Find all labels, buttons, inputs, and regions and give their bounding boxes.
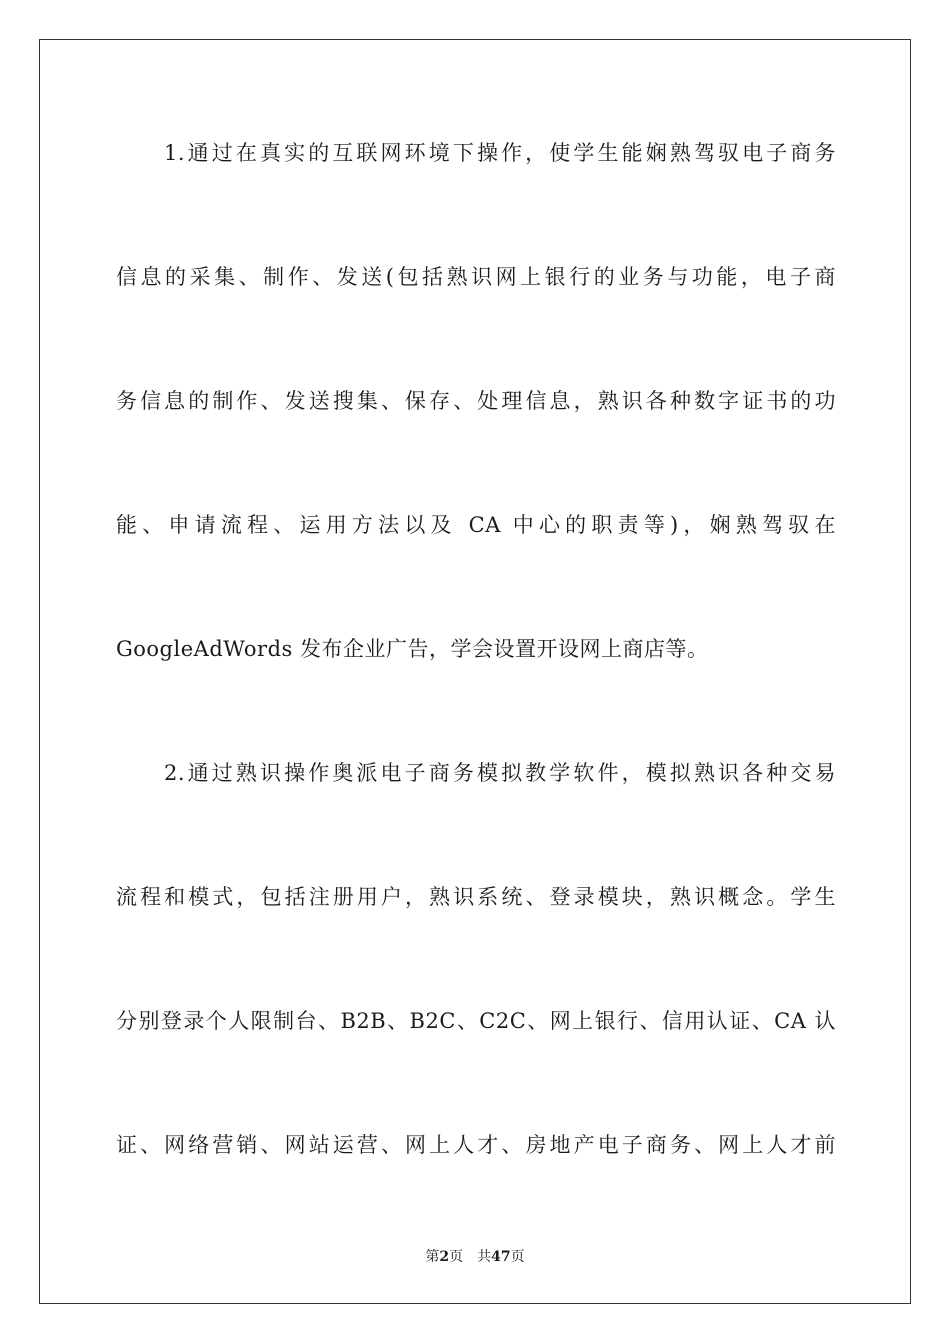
paragraph-1-line-3: 务信息的制作、发送搜集、保存、处理信息，熟识各种数字证书的功	[116, 389, 836, 413]
paragraph-1-line-2: 信息的采集、制作、发送(包括熟识网上银行的业务与功能，电子商	[116, 265, 836, 289]
total-prefix: 共	[477, 1249, 492, 1265]
page-footer	[0, 1247, 950, 1267]
paragraph-2-line-3: 分别登录个人限制台、B2B、B2C、C2C、网上银行、信用认证、CA 认	[116, 1009, 836, 1033]
page-total-number: 47	[491, 1249, 511, 1265]
paragraph-2-line-2: 流程和模式，包括注册用户，熟识系统、登录模块，熟识概念。学生	[116, 885, 836, 909]
page-prefix: 第	[425, 1249, 440, 1265]
paragraph-1-line-4: 能、申请流程、运用方法以及 CA 中心的职责等)，娴熟驾驭在	[116, 513, 836, 537]
paragraph-2-line-4: 证、网络营销、网站运营、网上人才、房地产电子商务、网上人才前	[116, 1133, 836, 1157]
total-suffix: 页	[510, 1249, 525, 1265]
paragraph-1-line-5: GoogleAdWords 发布企业广告，学会设置开设网上商店等。	[116, 637, 709, 661]
paragraph-1-line-1: 1.通过在真实的互联网环境下操作，使学生能娴熟驾驭电子商务	[164, 141, 836, 165]
page-border	[39, 39, 911, 1304]
page-suffix: 页	[449, 1249, 464, 1265]
page-current-number: 2	[439, 1249, 450, 1265]
paragraph-2-line-1: 2.通过熟识操作奥派电子商务模拟教学软件，模拟熟识各种交易	[164, 761, 836, 785]
